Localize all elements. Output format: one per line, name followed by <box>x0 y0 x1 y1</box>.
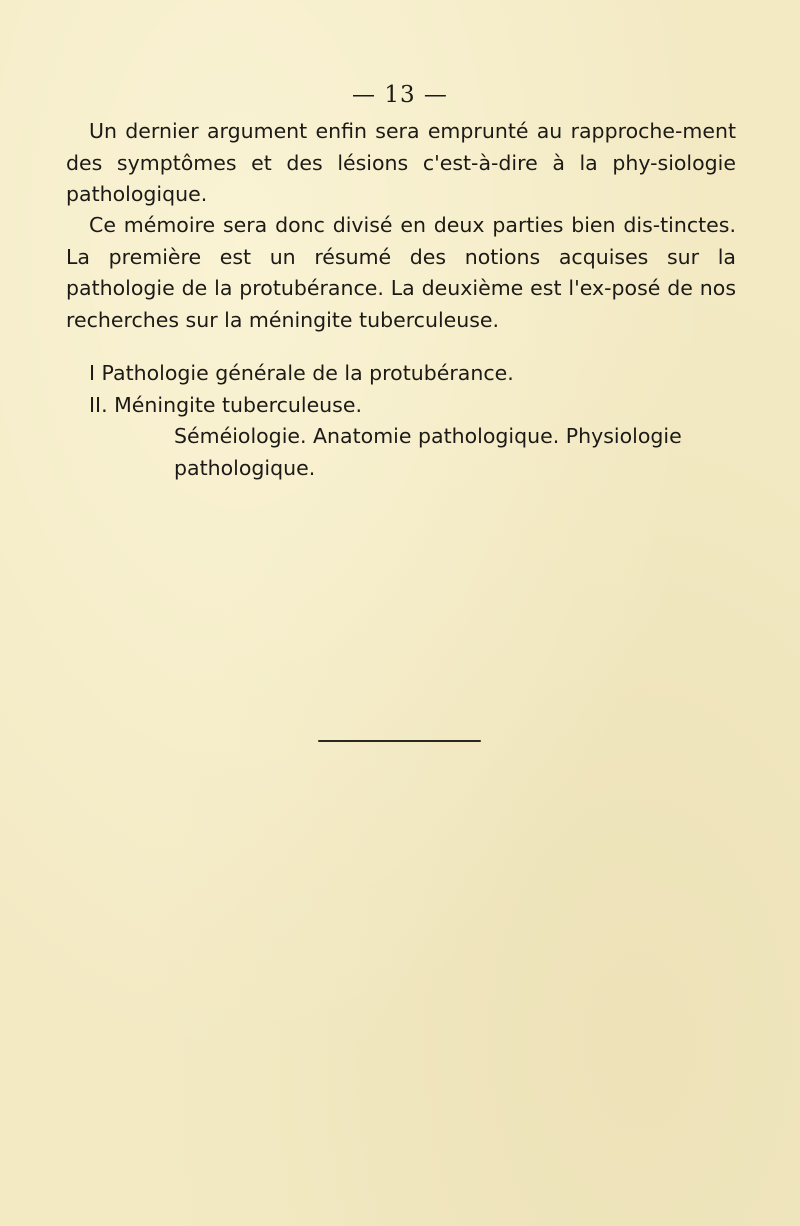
outline-subitem-part-2: Séméiologie. Anatomie pathologique. Physiologie pathologique. <box>174 424 682 480</box>
paragraph: Un dernier argument enfin sera emprunté au rapproche-ment des symptômes et des lésions c'est-à-dire à la phy-siologie pathologique. <box>66 119 736 206</box>
page-number: — 13 — <box>352 82 448 108</box>
section-divider <box>318 740 481 742</box>
outline-item-part-1: I Pathologie générale de la protubérance. <box>89 361 514 385</box>
outline-item-part-2: II. Méningite tuberculeuse. <box>89 392 362 417</box>
paragraph: Ce mémoire sera donc divisé en deux parties bien dis-tinctes. La première est un résumé des notions acquises sur la pathologie de la protubérance. La deuxième est l'ex-posé de nos recherches sur la méningite tuberculeuse. <box>66 213 736 332</box>
outline-list <box>89 358 749 484</box>
